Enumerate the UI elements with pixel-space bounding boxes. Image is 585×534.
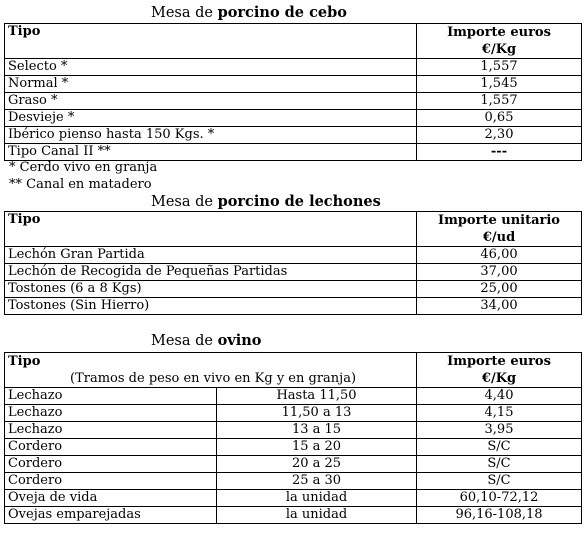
table-row <box>5 439 582 456</box>
cebo-header-row <box>5 24 582 59</box>
ovino-row-tipo: Lechazo <box>5 405 217 422</box>
table-row <box>5 59 582 76</box>
lechones-title-prefix: Mesa de <box>151 194 218 210</box>
cebo-row-tipo: Normal * <box>5 76 417 93</box>
lechones-row-tipo: Tostones (6 a 8 Kgs) <box>5 281 417 298</box>
lechones-row-importe: 37,00 <box>417 264 582 281</box>
cebo-title-prefix: Mesa de <box>151 5 218 21</box>
ovino-row-importe: S/C <box>417 473 582 490</box>
lechones-header-importe-line2: €/ud <box>482 230 516 245</box>
table-row <box>5 298 582 315</box>
lechones-header-importe-line1: Importe unitario <box>438 213 560 228</box>
lechones-header-tipo: Tipo <box>5 212 417 247</box>
table-row <box>5 247 582 264</box>
table-row <box>5 456 582 473</box>
cebo-note: ** Canal en matadero <box>9 177 152 192</box>
cebo-note: * Cerdo vivo en granja <box>9 160 158 175</box>
ovino-row-importe: 4,15 <box>417 405 582 422</box>
lechones-row-importe: 46,00 <box>417 247 582 264</box>
table-row <box>5 281 582 298</box>
cebo-row-importe: 1,557 <box>417 59 582 76</box>
ovino-row-tipo: Oveja de vida <box>5 490 217 507</box>
lechones-row-tipo: Lechón Gran Partida <box>5 247 417 264</box>
ovino-title-bold: ovino <box>217 332 262 349</box>
cebo-row-importe: --- <box>417 144 582 161</box>
table-row <box>5 264 582 281</box>
ovino-row-tramo: 13 a 15 <box>217 422 417 439</box>
ovino-title <box>0 332 585 350</box>
cebo-row-importe: 1,557 <box>417 93 582 110</box>
cebo-table <box>4 23 582 161</box>
cebo-title-bold: porcino de cebo <box>217 4 347 21</box>
ovino-row-tramo: la unidad <box>217 490 417 507</box>
ovino-title-prefix: Mesa de <box>151 333 218 349</box>
lechones-header-importe <box>417 212 582 247</box>
lechones-title-bold: porcino de lechones <box>217 193 381 210</box>
table-row <box>5 144 582 161</box>
lechones-row-importe: 25,00 <box>417 281 582 298</box>
ovino-row-tramo: 11,50 a 13 <box>217 405 417 422</box>
cebo-row-importe: 0,65 <box>417 110 582 127</box>
cebo-header-tipo: Tipo <box>5 24 417 59</box>
cebo-row-importe: 2,30 <box>417 127 582 144</box>
ovino-row-tramo: la unidad <box>217 507 417 524</box>
cebo-header-importe-line2: €/Kg <box>481 42 517 57</box>
table-row <box>5 507 582 524</box>
table-row <box>5 422 582 439</box>
ovino-row-importe: S/C <box>417 439 582 456</box>
ovino-row-tipo: Lechazo <box>5 422 217 439</box>
table-row <box>5 473 582 490</box>
ovino-header-row <box>5 353 582 388</box>
cebo-header-importe-line1: Importe euros <box>447 25 551 40</box>
cebo-row-tipo: Tipo Canal II ** <box>5 144 417 161</box>
ovino-row-tipo: Cordero <box>5 439 217 456</box>
ovino-row-tramo: Hasta 11,50 <box>217 388 417 405</box>
lechones-row-tipo: Tostones (Sin Hierro) <box>5 298 417 315</box>
cebo-title <box>0 4 585 22</box>
ovino-header-importe <box>417 353 582 388</box>
table-row <box>5 127 582 144</box>
table-row <box>5 490 582 507</box>
cebo-row-tipo: Desvieje * <box>5 110 417 127</box>
ovino-row-tipo: Cordero <box>5 456 217 473</box>
table-row <box>5 93 582 110</box>
cebo-row-tipo: Selecto * <box>5 59 417 76</box>
cebo-row-tipo: Ibérico pienso hasta 150 Kgs. * <box>5 127 417 144</box>
ovino-row-importe: 60,10-72,12 <box>417 490 582 507</box>
table-row <box>5 405 582 422</box>
cebo-row-tipo: Graso * <box>5 93 417 110</box>
ovino-header-tipo-label: Tipo <box>8 354 41 369</box>
table-row <box>5 110 582 127</box>
ovino-row-tipo: Ovejas emparejadas <box>5 507 217 524</box>
lechones-row-importe: 34,00 <box>417 298 582 315</box>
ovino-row-tramo: 25 a 30 <box>217 473 417 490</box>
ovino-row-tipo: Lechazo <box>5 388 217 405</box>
ovino-header-tramos: (Tramos de peso en vivo en Kg y en granja) <box>70 371 357 386</box>
lechones-title <box>0 193 585 211</box>
lechones-row-tipo: Lechón de Recogida de Pequeñas Partidas <box>5 264 417 281</box>
ovino-row-importe: 96,16-108,18 <box>417 507 582 524</box>
ovino-row-importe: 4,40 <box>417 388 582 405</box>
lechones-table <box>4 211 582 315</box>
table-row <box>5 388 582 405</box>
lechones-header-row <box>5 212 582 247</box>
ovino-row-importe: S/C <box>417 456 582 473</box>
ovino-row-tipo: Cordero <box>5 473 217 490</box>
ovino-row-tramo: 15 a 20 <box>217 439 417 456</box>
ovino-row-tramo: 20 a 25 <box>217 456 417 473</box>
cebo-row-importe: 1,545 <box>417 76 582 93</box>
ovino-header-importe-line2: €/Kg <box>481 371 517 386</box>
ovino-header-tipo <box>5 353 417 388</box>
cebo-header-importe <box>417 24 582 59</box>
ovino-table <box>4 352 582 524</box>
table-row <box>5 76 582 93</box>
ovino-header-importe-line1: Importe euros <box>447 354 551 369</box>
ovino-row-importe: 3,95 <box>417 422 582 439</box>
